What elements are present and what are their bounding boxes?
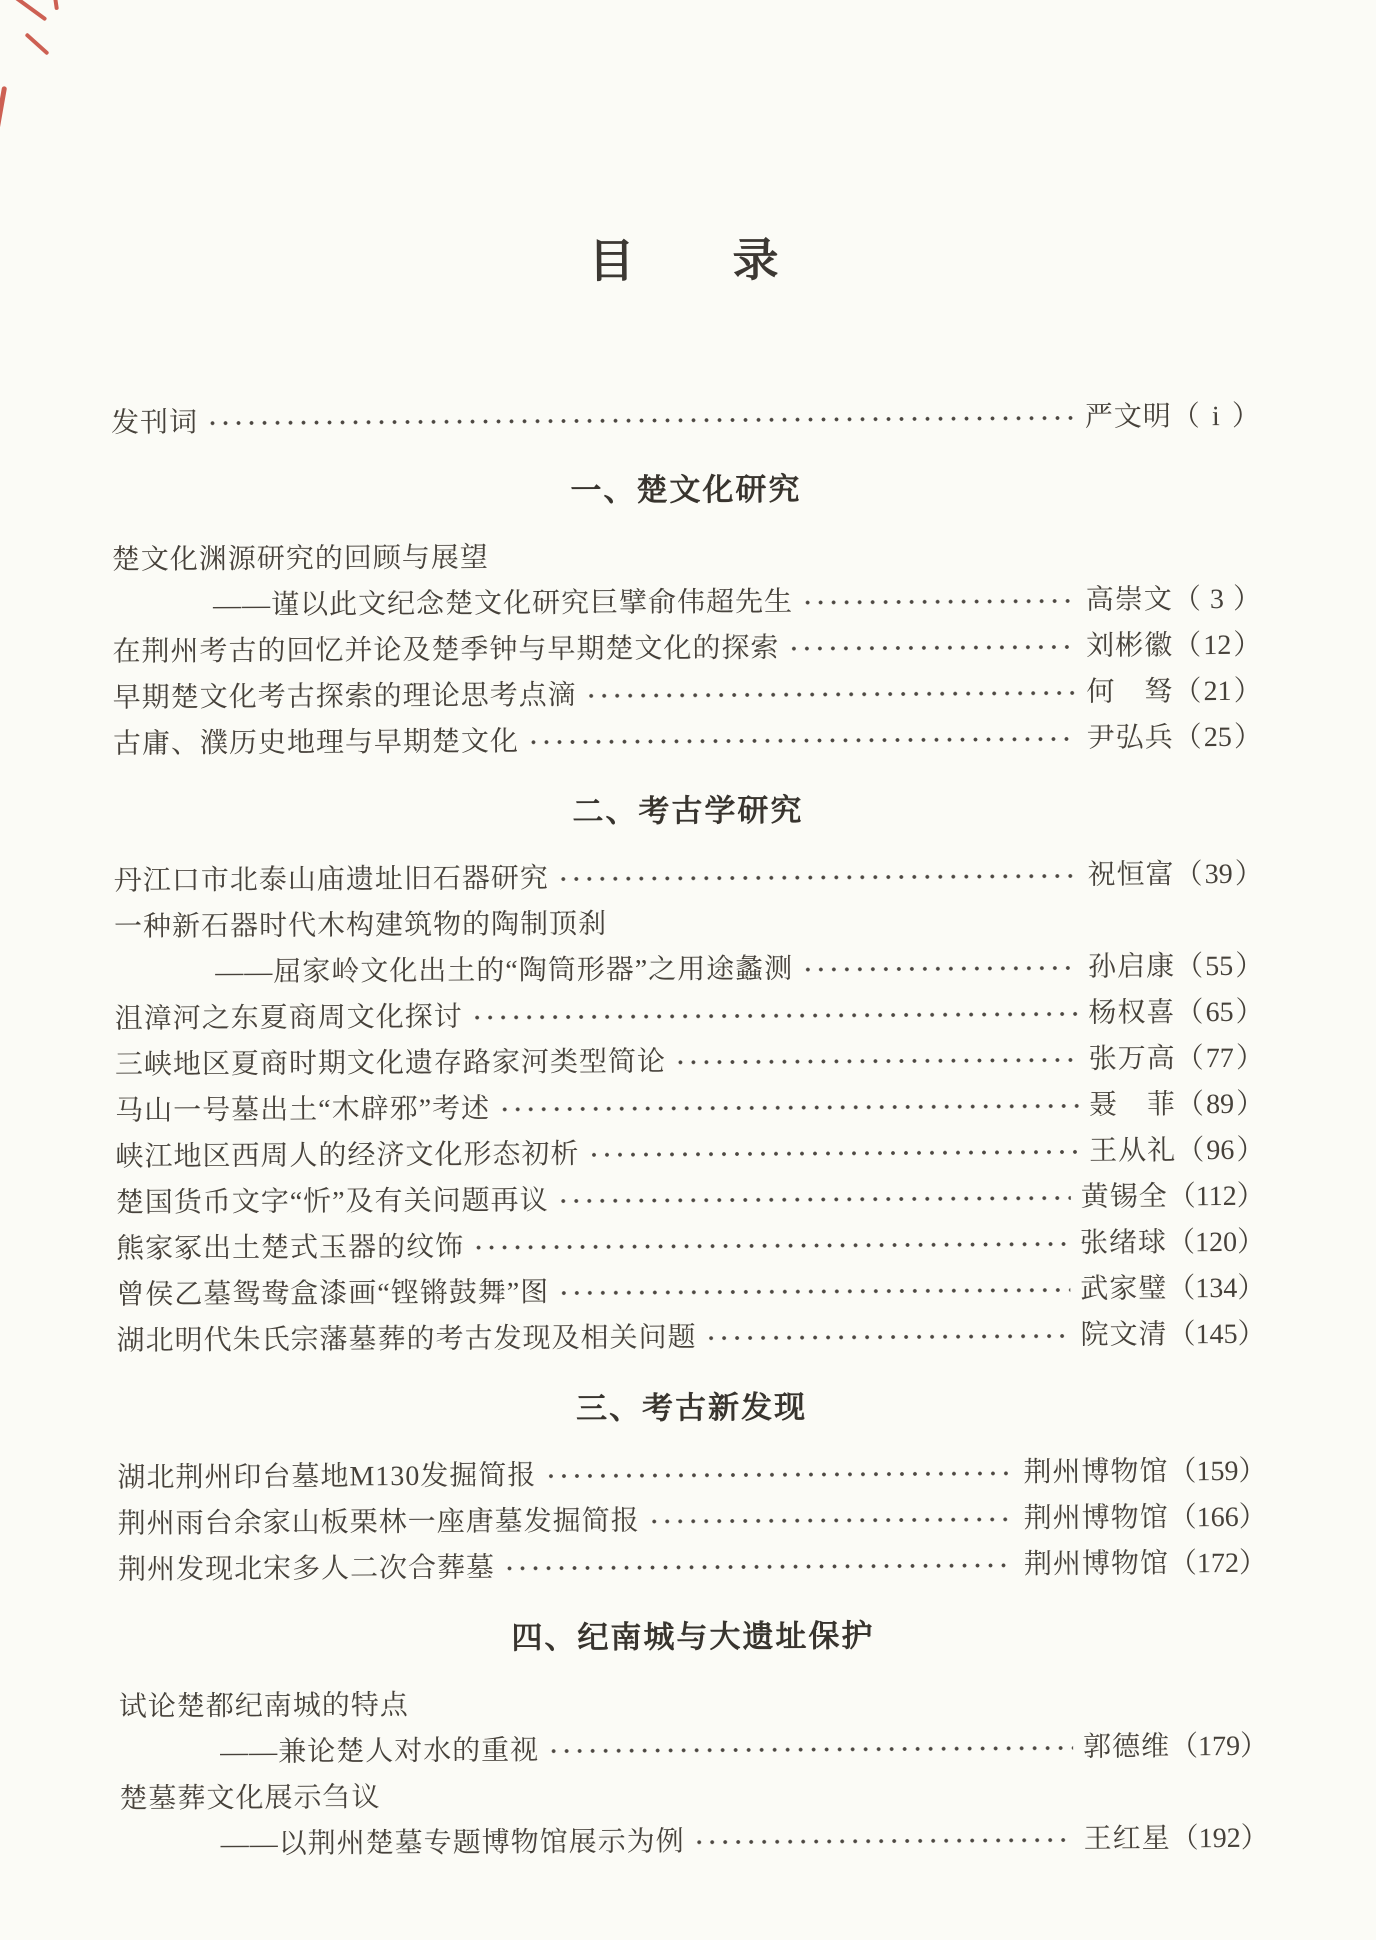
entry-subtitle: ——以荆州楚墓专题博物馆展示为例 <box>220 1826 685 1861</box>
open-paren: （ <box>1174 859 1203 891</box>
close-paren: ） <box>1233 675 1262 707</box>
close-paren: ） <box>1240 1823 1269 1855</box>
entry-author: 荆州博物馆 <box>1023 1548 1170 1581</box>
page-number: 65 <box>1205 996 1234 1029</box>
dot-leader <box>527 716 1077 765</box>
page-number: 77 <box>1205 1042 1234 1075</box>
page-number: 39 <box>1204 858 1233 891</box>
open-paren: （ <box>1173 675 1202 708</box>
entry-title: 湖北荆州印台墓地M130发掘简报 <box>117 1460 537 1494</box>
entry-page <box>1171 1816 1269 1863</box>
entry-author: 张绪球 <box>1079 1227 1168 1259</box>
toc-section <box>117 1386 1267 1594</box>
entry-page <box>1170 1724 1268 1771</box>
section-entries <box>117 1449 1267 1594</box>
entry-author: 聂 菲 <box>1088 1089 1177 1121</box>
entry-title: 荆州发现北宋多人二次合葬墓 <box>117 1552 496 1586</box>
red-ink-mark <box>13 0 48 21</box>
entry-page <box>1176 1128 1264 1175</box>
entry-title: 熊家冢出土楚式玉器的纹饰 <box>115 1231 465 1265</box>
open-paren: （ <box>1176 1135 1205 1167</box>
open-paren: （ <box>1167 1319 1196 1351</box>
close-paren: ） <box>1235 950 1264 982</box>
entry-author: 何 驽 <box>1086 676 1174 708</box>
entry-author: 孙启康 <box>1088 951 1176 983</box>
dot-leader <box>693 1817 1074 1865</box>
entry-subtitle-line <box>120 1816 1269 1869</box>
open-paren: （ <box>1175 1089 1205 1121</box>
page-number: 3 <box>1209 583 1225 615</box>
entry-title: 一种新石器时代木构建筑物的陶制顶刹 <box>114 908 608 943</box>
page-number: 192 <box>1198 1823 1241 1855</box>
dot-leader <box>503 1542 1014 1591</box>
entry-author: 祝恒富 <box>1087 859 1175 891</box>
open-paren: （ <box>1166 1227 1196 1259</box>
page-number: 159 <box>1196 1456 1239 1488</box>
entry-author: 尹弘兵 <box>1086 722 1174 754</box>
toc-entry <box>113 715 1262 768</box>
entry-title-line <box>114 898 1263 951</box>
red-ink-mark <box>25 32 50 55</box>
toc-entry <box>113 669 1262 722</box>
toc-entry <box>118 1495 1267 1548</box>
dot-leader <box>547 1725 1073 1774</box>
close-paren: ） <box>1233 629 1262 661</box>
page-number: i <box>1211 400 1220 432</box>
dot-leader <box>587 1129 1079 1178</box>
page-number: 21 <box>1203 675 1232 707</box>
toc-entry <box>116 1312 1265 1365</box>
entry-title: 沮漳河之东夏商周文化探讨 <box>114 1001 463 1035</box>
entry-title: 在荆州考古的回忆并论及楚季钟与早期楚文化的探索 <box>112 632 780 668</box>
page-number: 145 <box>1195 1318 1238 1351</box>
page-number: 55 <box>1205 950 1234 983</box>
dot-leader <box>472 1221 1070 1271</box>
close-paren: ） <box>1235 1042 1265 1074</box>
close-paren: ） <box>1234 858 1263 890</box>
close-paren: ） <box>1233 721 1263 753</box>
open-paren: （ <box>1168 1456 1197 1488</box>
page-number: 112 <box>1195 1180 1237 1213</box>
entry-subtitle: ——屈家岭文化出土的“陶筒形器”之用途蠡测 <box>215 953 794 989</box>
dot-leader <box>801 578 1076 626</box>
toc-entry <box>117 1449 1266 1502</box>
dot-leader <box>557 853 1078 902</box>
entry-author: 武家璧 <box>1080 1273 1168 1305</box>
entry-page <box>1169 1495 1267 1542</box>
entry-subtitle-line <box>119 1724 1268 1777</box>
entry-author: 王红星 <box>1083 1823 1171 1856</box>
page-number: 96 <box>1206 1134 1235 1167</box>
entry-page <box>1172 393 1260 440</box>
page-number: 166 <box>1196 1502 1239 1534</box>
entry-author: 王从礼 <box>1089 1135 1177 1167</box>
toc-entry-multiline <box>112 531 1262 630</box>
dot-leader <box>787 624 1076 672</box>
entry-page <box>1173 669 1261 716</box>
red-ink-mark <box>53 0 59 10</box>
dot-leader <box>674 1037 1079 1085</box>
toc-entry-multiline <box>119 1678 1269 1777</box>
entry-title: 曾侯乙墓鸳鸯盒漆画“铿锵鼓舞”图 <box>116 1277 550 1311</box>
close-paren: ） <box>1236 1088 1265 1120</box>
page-number: 12 <box>1203 629 1232 661</box>
entry-title: 试论楚都纪南城的特点 <box>118 1690 409 1724</box>
entry-title: 楚国货币文字“忻”及有关问题再议 <box>115 1185 549 1219</box>
entry-author: 院文清 <box>1080 1319 1168 1351</box>
entry-subtitle: ——谨以此文纪念楚文化研究巨擘俞伟超先生 <box>213 586 794 621</box>
dot-leader <box>585 670 1077 719</box>
entry-title: 早期楚文化考古探索的理论思考点滴 <box>112 679 577 714</box>
entry-title-line <box>112 531 1261 584</box>
page-number: 179 <box>1198 1731 1241 1763</box>
page-number: 25 <box>1203 721 1232 753</box>
page-number: 172 <box>1196 1548 1240 1580</box>
page-number: 134 <box>1195 1272 1238 1305</box>
section-heading: 三、考古新发现 <box>575 1389 808 1426</box>
close-paren: ） <box>1237 1272 1266 1304</box>
entry-page <box>1168 1174 1265 1221</box>
dot-leader <box>648 1496 1014 1544</box>
toc-entry <box>115 1082 1264 1135</box>
close-paren: ） <box>1231 400 1261 432</box>
entry-page <box>1167 1220 1265 1267</box>
toc-section <box>113 789 1265 1365</box>
entry-page <box>1167 1266 1265 1313</box>
entry-author: 黄锡全 <box>1080 1181 1168 1213</box>
entry-title-line <box>119 1770 1268 1823</box>
entry-subtitle-line <box>114 944 1263 997</box>
toc-content <box>108 0 1268 1869</box>
entry-page <box>1176 1036 1264 1083</box>
entry-page <box>1174 715 1262 762</box>
entry-title: 楚文化渊源研究的回顾与展望 <box>111 542 489 576</box>
section-heading: 一、楚文化研究 <box>570 471 802 508</box>
toc-entry <box>116 1266 1265 1319</box>
page-title: 目 录 <box>588 234 781 287</box>
section-heading: 二、考古学研究 <box>572 792 804 829</box>
entry-page <box>1169 1541 1267 1588</box>
entry-page <box>1176 1082 1264 1129</box>
entry-page <box>1168 1449 1266 1496</box>
dot-leader <box>556 1175 1070 1224</box>
page-number: 120 <box>1194 1226 1238 1259</box>
section-entries <box>119 1678 1269 1869</box>
entry-author: 杨权喜 <box>1088 997 1176 1029</box>
entry-subtitle-line <box>112 577 1261 630</box>
entry-title: 发刊词 <box>110 406 199 439</box>
entry-page <box>1167 1312 1265 1359</box>
open-paren: （ <box>1173 721 1202 754</box>
open-paren: （ <box>1169 1731 1199 1763</box>
open-paren: （ <box>1167 1273 1196 1305</box>
toc-entry <box>115 1036 1264 1089</box>
toc-section <box>111 467 1262 767</box>
entry-title: 楚墓葬文化展示刍议 <box>119 1782 381 1816</box>
toc-entry <box>116 1220 1265 1273</box>
open-paren: （ <box>1171 400 1200 432</box>
open-paren: （ <box>1168 1502 1197 1534</box>
entry-author: 荆州博物馆 <box>1023 1456 1169 1489</box>
toc-entry <box>116 1174 1265 1227</box>
dot-leader <box>498 1083 1079 1133</box>
dot-leader <box>544 1450 1013 1499</box>
close-paren: ） <box>1235 996 1264 1028</box>
toc-entry <box>115 1128 1264 1181</box>
close-paren: ） <box>1236 1226 1266 1258</box>
entry-title: 古庸、濮历史地理与早期楚文化 <box>112 726 520 760</box>
entry-author: 严文明 <box>1084 400 1172 433</box>
open-paren: （ <box>1175 951 1204 983</box>
entry-title: 峡江地区西周人的经济文化形态初析 <box>115 1138 580 1173</box>
open-paren: （ <box>1175 1043 1204 1075</box>
close-paren: ） <box>1236 1180 1265 1212</box>
close-paren: ） <box>1238 1501 1267 1534</box>
close-paren: ） <box>1233 583 1262 615</box>
open-paren: （ <box>1168 1548 1198 1580</box>
toc-entry <box>112 623 1261 676</box>
dot-leader <box>801 945 1078 993</box>
entry-author: 高崇文 <box>1085 584 1173 616</box>
close-paren: ） <box>1236 1134 1265 1166</box>
entry-title: 荆州雨台余家山板栗林一座唐墓发掘简报 <box>117 1505 640 1540</box>
entry-page <box>1173 623 1261 670</box>
entry-title-line <box>119 1678 1268 1731</box>
toc-entry-multiline <box>119 1770 1269 1869</box>
dot-leader <box>471 991 1079 1041</box>
entry-title: 湖北明代朱氏宗藩墓葬的考古发现及相关问题 <box>116 1322 697 1357</box>
close-paren: ） <box>1240 1731 1269 1763</box>
frontmatter-entry <box>111 393 1260 446</box>
entry-author: 张万高 <box>1088 1043 1176 1075</box>
open-paren: （ <box>1175 997 1204 1029</box>
entry-page <box>1175 944 1263 991</box>
table-of-contents <box>111 467 1268 1869</box>
dot-leader <box>206 395 1075 446</box>
close-paren: ） <box>1238 1455 1267 1488</box>
open-paren: （ <box>1172 583 1202 616</box>
open-paren: （ <box>1170 1823 1199 1855</box>
entry-subtitle: ——兼论楚人对水的重视 <box>220 1735 540 1769</box>
close-paren: ） <box>1238 1547 1268 1580</box>
open-paren: （ <box>1167 1181 1196 1213</box>
toc-entry-multiline <box>114 898 1264 997</box>
entry-author: 刘彬徽 <box>1086 630 1174 662</box>
close-paren: ） <box>1237 1318 1266 1350</box>
entry-author: 荆州博物馆 <box>1023 1502 1169 1535</box>
red-ink-mark <box>0 86 7 134</box>
section-entries <box>114 852 1266 1365</box>
toc-entry <box>111 393 1260 446</box>
toc-entry <box>115 990 1264 1043</box>
dot-leader <box>557 1267 1070 1316</box>
entry-title: 马山一号墓出土“木辟邪”考述 <box>115 1093 491 1127</box>
entry-page <box>1174 852 1262 899</box>
section-heading: 四、纪南城与大遗址保护 <box>511 1618 875 1656</box>
toc-section <box>118 1615 1268 1869</box>
entry-page <box>1173 577 1261 624</box>
entry-title: 丹江口市北泰山庙遗址旧石器研究 <box>113 863 549 897</box>
section-entries <box>112 531 1262 768</box>
toc-entry <box>114 852 1263 905</box>
entry-title: 三峡地区夏商时期文化遗存路家河类型简论 <box>114 1046 667 1081</box>
toc-entry <box>118 1541 1267 1594</box>
page-number: 89 <box>1205 1088 1235 1121</box>
entry-author: 郭德维 <box>1082 1731 1171 1764</box>
dot-leader <box>704 1313 1070 1361</box>
entry-page <box>1175 990 1263 1037</box>
open-paren: （ <box>1173 629 1202 662</box>
